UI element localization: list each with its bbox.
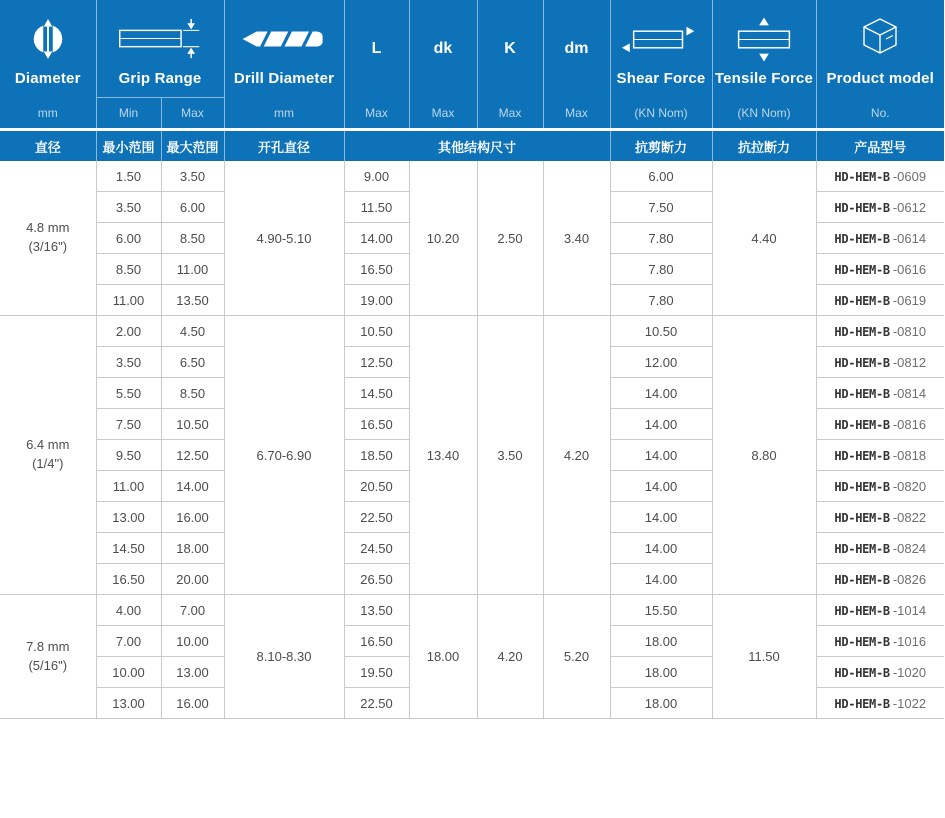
cell-grip-max: 8.50 [161, 223, 224, 254]
header-product-model [816, 0, 944, 98]
cell-model [816, 440, 944, 471]
model-number: -0814 [892, 385, 927, 401]
model-prefix: HD-HEM-B [834, 448, 890, 463]
sub-L: Max [344, 98, 409, 130]
cell-grip-max: 10.50 [161, 409, 224, 440]
model-number: -0818 [892, 447, 927, 463]
model-number: -0614 [892, 230, 927, 246]
cell-model [816, 161, 944, 192]
cell-diameter: 7.8 mm (5/16") [0, 595, 96, 719]
cell-length-L: 20.50 [344, 471, 409, 502]
cell-model [816, 223, 944, 254]
cell-length-L: 16.50 [344, 626, 409, 657]
cell-tensile-force: 4.40 [712, 161, 816, 316]
cell-grip-min: 9.50 [96, 440, 161, 471]
cell-grip-max: 8.50 [161, 378, 224, 409]
cn-tensile: 抗拉断力 [712, 130, 816, 162]
model-number: -0824 [892, 540, 927, 556]
cell-length-L: 14.50 [344, 378, 409, 409]
cell-grip-min: 13.00 [96, 502, 161, 533]
cell-dk: 10.20 [409, 161, 477, 316]
sub-tensile-unit: (KN Nom) [712, 98, 816, 130]
model-prefix: HD-HEM-B [834, 572, 890, 587]
model-number: -1016 [892, 633, 927, 649]
cell-shear-force: 15.50 [610, 595, 712, 626]
drill-icon [225, 9, 344, 69]
cn-grip-min: 最小范围 [96, 130, 161, 162]
model-prefix: HD-HEM-B [834, 417, 890, 432]
cell-length-L: 19.00 [344, 285, 409, 316]
model-number: -1020 [892, 664, 927, 680]
header-grip-range [96, 0, 224, 98]
cn-grip-max: 最大范围 [161, 130, 224, 162]
cell-grip-min: 1.50 [96, 161, 161, 192]
cell-grip-max: 6.00 [161, 192, 224, 223]
cell-length-L: 13.50 [344, 595, 409, 626]
model-number: -0826 [892, 571, 927, 587]
model-prefix: HD-HEM-B [834, 634, 890, 649]
sub-diameter-unit: mm [0, 98, 96, 130]
cell-grip-min: 16.50 [96, 564, 161, 595]
cell-model [816, 471, 944, 502]
cell-K: 3.50 [477, 316, 543, 595]
header-row-chinese [0, 130, 944, 162]
cell-shear-force: 10.50 [610, 316, 712, 347]
cell-length-L: 19.50 [344, 657, 409, 688]
cell-shear-force: 7.50 [610, 192, 712, 223]
cell-shear-force: 14.00 [610, 409, 712, 440]
header-L [344, 0, 409, 98]
cell-grip-min: 7.00 [96, 626, 161, 657]
cell-grip-max: 20.00 [161, 564, 224, 595]
spec-table-body [0, 161, 944, 719]
header-row-units [0, 98, 944, 130]
cell-length-L: 22.50 [344, 502, 409, 533]
cell-grip-min: 13.00 [96, 688, 161, 719]
sub-dm: Max [543, 98, 610, 130]
header-label: Drill Diameter [233, 69, 335, 87]
cell-grip-min: 7.50 [96, 409, 161, 440]
header-label: dm [564, 39, 589, 57]
cell-shear-force: 14.00 [610, 378, 712, 409]
model-number: -0619 [892, 292, 927, 308]
model-prefix: HD-HEM-B [834, 479, 890, 494]
cell-grip-min: 6.00 [96, 223, 161, 254]
cell-shear-force: 14.00 [610, 502, 712, 533]
model-number: -0609 [892, 168, 927, 184]
header-label: Shear Force [616, 69, 706, 87]
header-label: Grip Range [118, 69, 202, 87]
header-dk [409, 0, 477, 98]
cell-grip-max: 7.00 [161, 595, 224, 626]
header-label: L [371, 39, 382, 57]
cell-dm: 5.20 [543, 595, 610, 719]
cell-shear-force: 14.00 [610, 564, 712, 595]
cell-grip-max: 4.50 [161, 316, 224, 347]
header-tensile-force [712, 0, 816, 98]
cell-tensile-force: 11.50 [712, 595, 816, 719]
cn-shear: 抗剪断力 [610, 130, 712, 162]
cell-model [816, 285, 944, 316]
cell-model [816, 409, 944, 440]
model-number: -0616 [892, 261, 927, 277]
cell-model [816, 564, 944, 595]
sub-dk: Max [409, 98, 477, 130]
sub-drill-unit: mm [224, 98, 344, 130]
model-number: -1022 [892, 695, 927, 711]
model-number: -0612 [892, 199, 927, 215]
cell-model [816, 192, 944, 223]
model-prefix: HD-HEM-B [834, 665, 890, 680]
cell-grip-min: 10.00 [96, 657, 161, 688]
cell-grip-max: 16.00 [161, 688, 224, 719]
model-number: -0810 [892, 323, 927, 339]
sub-grip-min: Min [96, 98, 161, 130]
cell-grip-max: 16.00 [161, 502, 224, 533]
cell-grip-max: 12.50 [161, 440, 224, 471]
grip-range-icon [97, 9, 224, 69]
sub-K: Max [477, 98, 543, 130]
cell-length-L: 9.00 [344, 161, 409, 192]
cell-shear-force: 6.00 [610, 161, 712, 192]
cell-grip-min: 2.00 [96, 316, 161, 347]
model-prefix: HD-HEM-B [834, 510, 890, 525]
cell-grip-min: 4.00 [96, 595, 161, 626]
cell-diameter: 6.4 mm (1/4") [0, 316, 96, 595]
model-prefix: HD-HEM-B [834, 293, 890, 308]
model-number: -0816 [892, 416, 927, 432]
model-prefix: HD-HEM-B [834, 169, 890, 184]
cell-shear-force: 14.00 [610, 440, 712, 471]
cn-drill: 开孔直径 [224, 130, 344, 162]
model-prefix: HD-HEM-B [834, 386, 890, 401]
cell-shear-force: 18.00 [610, 688, 712, 719]
cell-grip-min: 3.50 [96, 347, 161, 378]
cell-grip-max: 13.50 [161, 285, 224, 316]
cell-grip-min: 8.50 [96, 254, 161, 285]
cell-model [816, 502, 944, 533]
cell-grip-max: 6.50 [161, 347, 224, 378]
cn-model: 产品型号 [816, 130, 944, 162]
model-number: -0812 [892, 354, 927, 370]
header-label: Tensile Force [714, 69, 814, 87]
cell-length-L: 14.00 [344, 223, 409, 254]
cell-grip-max: 18.00 [161, 533, 224, 564]
product-model-icon [817, 9, 945, 69]
model-prefix: HD-HEM-B [834, 262, 890, 277]
cell-shear-force: 7.80 [610, 285, 712, 316]
model-prefix: HD-HEM-B [834, 324, 890, 339]
header-label: Product model [826, 69, 935, 87]
cell-shear-force: 18.00 [610, 626, 712, 657]
cell-grip-min: 14.50 [96, 533, 161, 564]
header-K [477, 0, 543, 98]
cell-length-L: 26.50 [344, 564, 409, 595]
header-label: dk [433, 39, 453, 57]
cell-grip-max: 10.00 [161, 626, 224, 657]
cell-shear-force: 7.80 [610, 223, 712, 254]
cell-model [816, 688, 944, 719]
cell-model [816, 657, 944, 688]
header-drill-diameter [224, 0, 344, 98]
cell-shear-force: 12.00 [610, 347, 712, 378]
model-prefix: HD-HEM-B [834, 231, 890, 246]
cell-model [816, 533, 944, 564]
model-number: -0822 [892, 509, 927, 525]
cell-model [816, 626, 944, 657]
cell-length-L: 22.50 [344, 688, 409, 719]
cell-dm: 4.20 [543, 316, 610, 595]
cell-grip-max: 13.00 [161, 657, 224, 688]
cell-grip-min: 11.00 [96, 285, 161, 316]
diameter-icon [0, 9, 96, 69]
model-prefix: HD-HEM-B [834, 541, 890, 556]
cell-model [816, 378, 944, 409]
cell-drill-diameter: 6.70-6.90 [224, 316, 344, 595]
cell-grip-max: 11.00 [161, 254, 224, 285]
cell-grip-min: 3.50 [96, 192, 161, 223]
cell-shear-force: 7.80 [610, 254, 712, 285]
sub-shear-unit: (KN Nom) [610, 98, 712, 130]
table-row [0, 316, 944, 347]
cell-model [816, 254, 944, 285]
cn-other-dims: 其他结构尺寸 [344, 130, 610, 162]
cell-grip-min: 5.50 [96, 378, 161, 409]
model-number: -1014 [892, 602, 927, 618]
cell-length-L: 12.50 [344, 347, 409, 378]
cell-length-L: 16.50 [344, 409, 409, 440]
cell-model [816, 316, 944, 347]
cell-dm: 3.40 [543, 161, 610, 316]
cell-length-L: 16.50 [344, 254, 409, 285]
cell-drill-diameter: 4.90-5.10 [224, 161, 344, 316]
cell-grip-max: 14.00 [161, 471, 224, 502]
sub-grip-max: Max [161, 98, 224, 130]
tensile-force-icon [713, 9, 816, 69]
cell-length-L: 11.50 [344, 192, 409, 223]
cell-length-L: 10.50 [344, 316, 409, 347]
cell-dk: 18.00 [409, 595, 477, 719]
header-diameter [0, 0, 96, 98]
cell-shear-force: 14.00 [610, 533, 712, 564]
cell-grip-min: 11.00 [96, 471, 161, 502]
cell-model [816, 595, 944, 626]
cell-length-L: 24.50 [344, 533, 409, 564]
cell-shear-force: 18.00 [610, 657, 712, 688]
model-prefix: HD-HEM-B [834, 200, 890, 215]
header-shear-force [610, 0, 712, 98]
cell-model [816, 347, 944, 378]
cell-diameter: 4.8 mm (3/16") [0, 161, 96, 316]
cell-grip-max: 3.50 [161, 161, 224, 192]
cn-diameter: 直径 [0, 130, 96, 162]
header-dm [543, 0, 610, 98]
model-prefix: HD-HEM-B [834, 603, 890, 618]
cell-K: 4.20 [477, 595, 543, 719]
header-label: Diameter [14, 69, 81, 87]
cell-tensile-force: 8.80 [712, 316, 816, 595]
header-row-english [0, 0, 944, 98]
sub-model-no: No. [816, 98, 944, 130]
header-label: K [504, 39, 516, 57]
table-row [0, 595, 944, 626]
model-prefix: HD-HEM-B [834, 355, 890, 370]
model-prefix: HD-HEM-B [834, 696, 890, 711]
cell-drill-diameter: 8.10-8.30 [224, 595, 344, 719]
shear-force-icon [611, 9, 712, 69]
table-row [0, 161, 944, 192]
model-number: -0820 [892, 478, 927, 494]
cell-dk: 13.40 [409, 316, 477, 595]
cell-length-L: 18.50 [344, 440, 409, 471]
cell-shear-force: 14.00 [610, 471, 712, 502]
cell-K: 2.50 [477, 161, 543, 316]
